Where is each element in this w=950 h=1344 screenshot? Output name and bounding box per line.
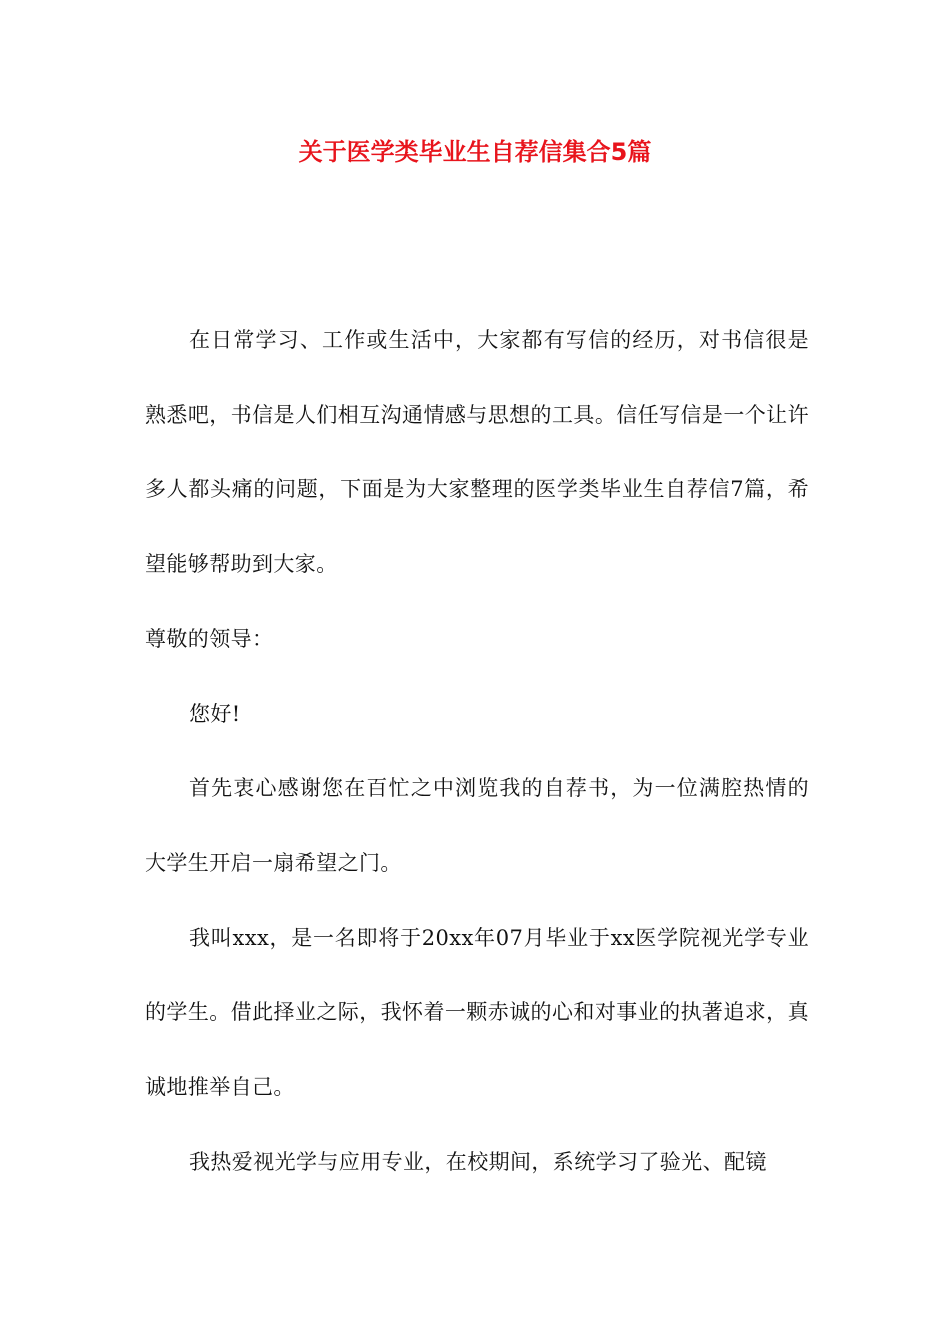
- document-body: [145, 303, 809, 1199]
- paragraph-salutation: 尊敬的领导：: [145, 626, 274, 651]
- paragraph-study: 我热爱视光学与应用专业，在校期间，系统学习了验光、配镜: [189, 1149, 767, 1174]
- document-title: 关于医学类毕业生自荐信集合5篇: [298, 138, 652, 166]
- paragraph-intro: 在日常学习、工作或生活中，大家都有写信的经历，对书信很是熟悉吧，书信是人们相互沟通情感与思想的工具。信任写信是一个让许多人都头痛的问题，下面是为大家整理的医学类毕业生自荐信7篇，希望能够帮助到大家。: [145, 328, 809, 577]
- paragraph-thanks: 首先衷心感谢您在百忙之中浏览我的自荐书，为一位满腔热情的大学生开启一扇希望之门。: [145, 776, 809, 875]
- paragraph-self-intro: 我叫xxx，是一名即将于20xx年07月毕业于xx医学院视光学专业的学生。借此择业之际，我怀着一颗赤诚的心和对事业的执著追求，真诚地推举自己。: [145, 925, 809, 1100]
- paragraph-greeting: 您好!: [189, 701, 241, 726]
